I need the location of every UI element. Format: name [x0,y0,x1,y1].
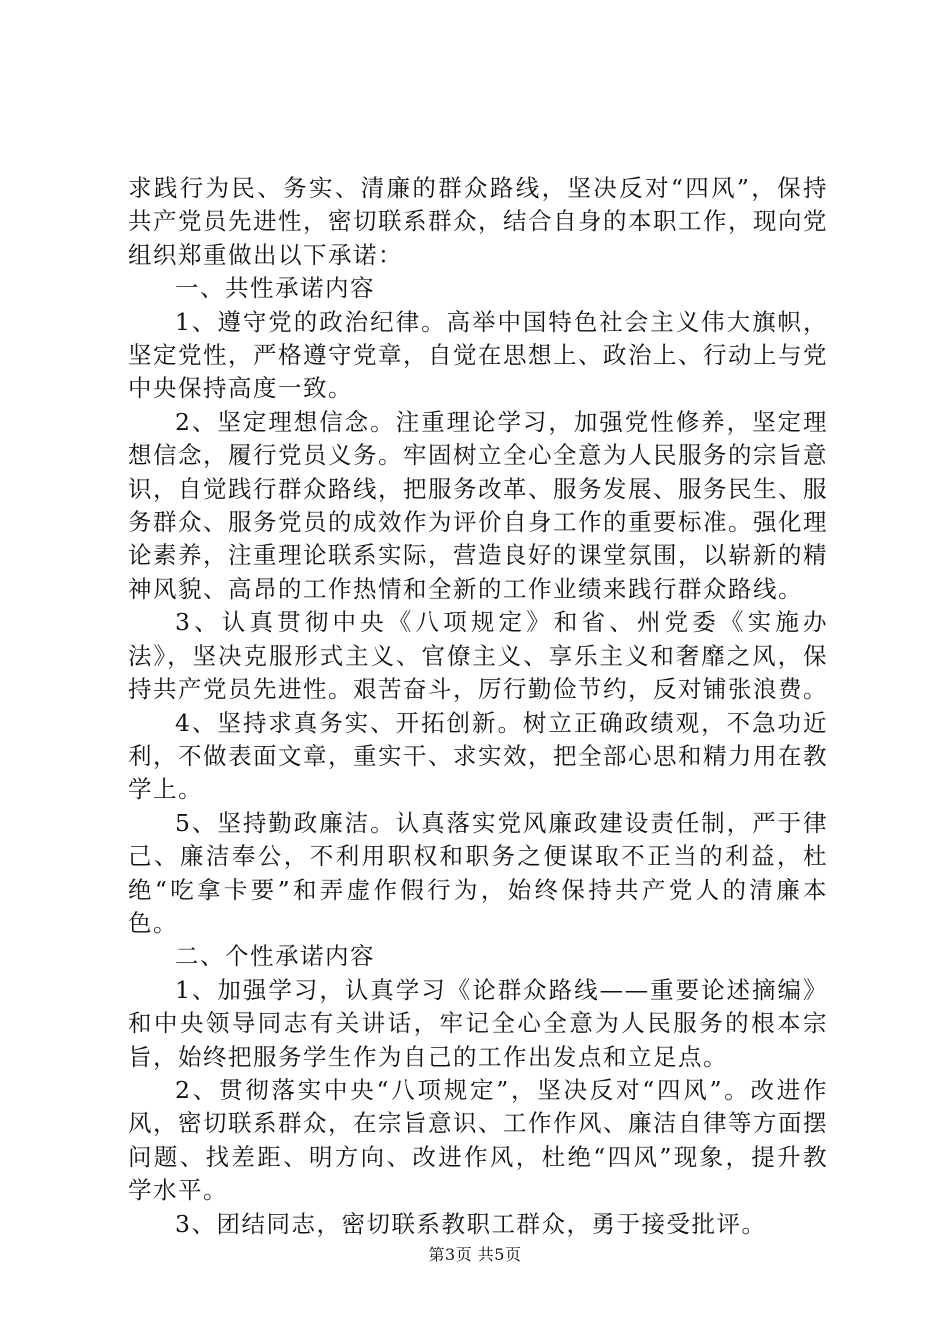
document-body [128,172,828,1241]
page-number: 第3页 共5页 [428,1245,522,1264]
paragraph-personal-1: 1、加强学习，认真学习《论群众路线——重要论述摘编》和中央领导同志有关讲话，牢记全心全意为人民服务的根本宗旨，始终把服务学生作为自己的工作出发点和立足点。 [128,975,828,1071]
paragraph-common-5: 5、坚持勤政廉洁。认真落实党风廉政建设责任制，严于律己、廉洁奉公，不利用职权和职务之便谋取不正当的利益，杜绝“吃拿卡要”和弄虚作假行为，始终保持共产党人的清廉本色。 [128,808,828,937]
paragraph-personal-2: 2、贯彻落实中央“八项规定”，坚决反对“四风”。改进作风，密切联系群众，在宗旨意识、工作作风、廉洁自律等方面摆问题、找差距、明方向、改进作风，杜绝“四风”现象，提升教学水平。 [128,1075,828,1205]
section-heading-personal: 二、个性承诺内容 [175,942,375,971]
paragraph-common-2: 2、坚定理想信念。注重理论学习，加强党性修养，坚定理想信念，履行党员义务。牢固树立全心全意为人民服务的宗旨意识，自觉践行群众路线，把服务改革、服务发展、服务民生、服务群众、服务党员的成效作为评价自身工作的重要标准。强化理论素养，注重理论联系实际，营造良好的课堂氛围，以崭新的精神风貌、高昂的工作热情和全新的工作业绩来践行群众路线。 [128,407,828,603]
paragraph-intro: 求践行为民、务实、清廉的群众路线，坚决反对“四风”，保持共产党员先进性，密切联系群众，结合自身的本职工作，现向党组织郑重做出以下承诺： [128,174,828,269]
section-heading-common: 一、共性承诺内容 [175,274,375,303]
paragraph-common-3: 3、认真贯彻中央《八项规定》和省、州党委《实施办法》，坚决克服形式主义、官僚主义、享乐主义和奢靡之风，保持共产党员先进性。艰苦奋斗，厉行勤俭节约，反对铺张浪费。 [128,608,828,704]
paragraph-personal-3: 3、团结同志，密切联系教职工群众，勇于接受批评。 [175,1209,767,1238]
paragraph-common-4: 4、坚持求真务实、开拓创新。树立正确政绩观，不急功近利，不做表面文章，重实干、求实效，把全部心思和精力用在教学上。 [128,708,828,804]
paragraph-common-1: 1、遵守党的政治纪律。高举中国特色社会主义伟大旗帜，坚定党性，严格遵守党章，自觉在思想上、政治上、行动上与党中央保持高度一致。 [128,307,828,403]
